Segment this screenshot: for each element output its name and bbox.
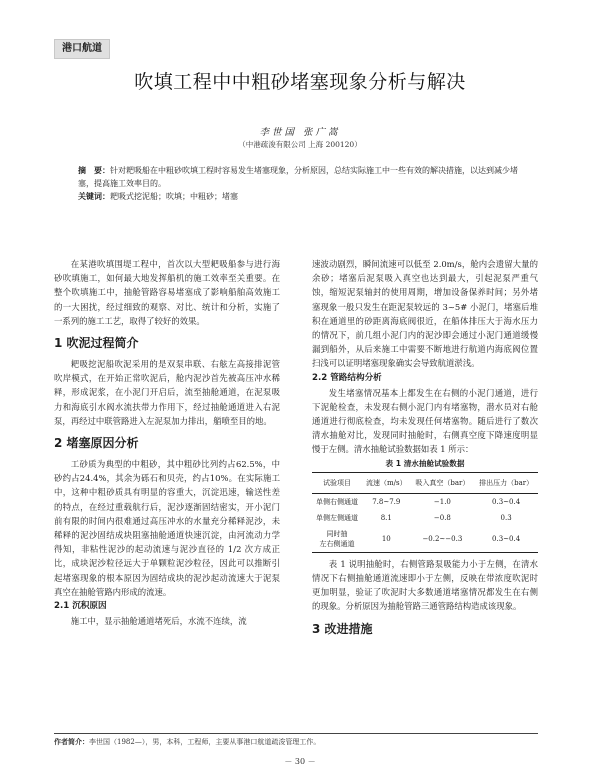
table-cell: 单侧右侧通道 <box>316 497 359 506</box>
test-data-table <box>312 472 538 553</box>
page-number: － 30 － <box>284 757 316 766</box>
abstract-label: 摘 要： <box>78 166 110 175</box>
section-3-heading: 3 改进措施 <box>312 621 373 636</box>
table-cell: 0.3~0.4 <box>492 497 521 506</box>
affiliation: （中港疏浚有限公司 上海 200120） <box>238 140 362 149</box>
authors: 李世国 张广嵩 <box>259 127 341 138</box>
section-2-2-heading: 2.2 管路结构分析 <box>312 372 382 383</box>
table-header-cell: 试验项目 <box>323 478 352 487</box>
table-header-cell: 排出压力（bar） <box>479 478 534 487</box>
table-cell: 7.8~7.9 <box>372 497 401 506</box>
table-caption: 表 1 清水抽舱试验数据 <box>385 458 465 468</box>
keywords-label: 关键词： <box>78 192 110 201</box>
table-cell: 10 <box>381 534 391 543</box>
section-2-2-paragraph: 发生堵塞情况基本上都发生在右侧的小泥门通道，进行下泥舱检查，未发现右侧小泥门内有堵塞物，潜水员对右舱通道进行彻底检查，均未发现任何堵塞物。随后进行了数次清水抽舱对比，发现同时抽舱时，右侧真空度下降速度明显慢于左侧。清水抽舱试验数据如表 1 所示： <box>312 387 538 455</box>
table-row <box>312 510 538 526</box>
intro-paragraph: 在某港吹填围堤工程中，首次以大型耙吸船参与进行海砂吹填施工，如何最大地发挥船机的施工效率至关重要。在整个吹填施工中，抽舱管路容易堵塞成了影响船舶高效施工的一大困扰，经过细致的观察、对比、统计和分析，实施了一系列的施工工艺，取得了较好的效果。 <box>54 259 280 326</box>
keywords <box>78 190 530 203</box>
table-cell: 0.3~0.4 <box>492 534 521 543</box>
section-1-heading: 1 吹泥过程简介 <box>54 336 139 351</box>
section-2-paragraph: 工砂质为典型的中粗砂，其中粗砂比列约占62.5%，中砂约占24.4%，其余为砾石和贝壳，约占10%。在实际施工中，这种中粗砂质具有明显的容重大，沉淀迅速，输送性差的特点，在经过重载航行后，泥沙逐渐固结密实，开小泥门前有限的时间内很难通过高压冲水的水量充分稀释泥沙，未稀释的泥沙固结成块阻塞抽舱通道快速沉淀，由河流动力学得知，非粘性泥沙的起动流速与泥沙直径的 1/2 次方成正比，成块泥沙粒径远大于单颗粒泥沙粒径，因此可以推断引起堵塞现象的根本原因为固结成块的泥沙起动流速大于泥泵真空在抽舱管路内形成的流速。 <box>54 459 280 597</box>
table-header-cell: 吸入真空（bar） <box>415 478 470 487</box>
section-2-1-heading: 2.1 沉积原因 <box>54 601 107 612</box>
section-2-1-paragraph: 施工中，显示抽舱通道堵死后，水流不连续，流 <box>70 616 247 627</box>
left-column <box>54 257 280 628</box>
article-title: 吹填工程中中粗砂堵塞现象分析与解决 <box>134 71 466 93</box>
table-cell: 单侧左侧通道 <box>316 513 359 522</box>
section-1-paragraph: 耙吸挖泥船吹泥采用的是双泵串联、右舷左高接排泥管吹岸模式，在开始正常吹泥后，舱内泥沙首先被高压冲水稀释，形成泥浆，在小泥门开启后，流至抽舱通道，在泥泵吸力和海底引水阀水流扶带力作用下，经过抽舱通道进入右泥泵，再经过中联管路进入左泥泵加力排出，艏喷至目的地。 <box>54 359 280 426</box>
table-cell: 同时抽 左右侧通道 <box>319 529 355 548</box>
footnote <box>54 737 320 747</box>
continued-paragraph: 速波动剧烈，瞬间流速可以低至 2.0m/s，舱内会遗留大量的余砂；堵塞后泥泵吸入真空也达到最大，引起泥泵严重气蚀，缩短泥泵轴封的使用周期，增加设备保养时间；另外堵塞现象一般只发生在距泥泵较远的 3~5# 小泥门，堵塞后堆积在通道里的砂距离海底阀很近，在船体排压大于海水压力的情况下，前几组小泥门内的泥沙即会通过小泥门通道缓慢漏到船外，从后来施工中需要不断地进行航道内海底阀位置扫浅可以证明堵塞现象确实会导致航道淤浅。 <box>312 259 538 369</box>
footnote-label: 作者简介： <box>54 738 89 746</box>
section-2-heading: 2 堵塞原因分析 <box>54 436 139 451</box>
table-header-cell: 流速（m/s） <box>365 478 407 487</box>
keywords-text: 耙吸式挖泥船；吹填；中粗砂；堵塞 <box>110 192 238 201</box>
footnote-divider <box>54 733 538 734</box>
right-column <box>312 257 538 643</box>
abstract <box>78 164 530 190</box>
table-cell: −1.0 <box>433 497 451 506</box>
table-row <box>312 526 538 553</box>
after-table-paragraph: 表 1 说明抽舱时，右侧管路泵吸能力小于左侧，在清水情况下右侧抽舱通道流速即小于左侧，反映在带浓度吹泥时更加明显，验证了吹泥时大多数通道堵塞情况都发生在右侧的现象。分析原因为抽舱管路三通管路结构造成该现象。 <box>312 558 538 612</box>
table-cell: −0.8 <box>433 513 451 522</box>
section-tag: 港口航道 <box>54 39 110 59</box>
table-cell: 8.1 <box>380 513 392 522</box>
footnote-text: 李世国（1982—），男，本科，工程师，主要从事港口航道疏浚管理工作。 <box>89 738 321 746</box>
table-cell: 0.3 <box>500 513 512 522</box>
abstract-text: 针对耙吸船在中粗砂吹填工程时容易发生堵塞现象，分析原因，总结实际施工中一些有效的解决措施，以达到减少堵塞，提高施工效率目的。 <box>78 166 518 188</box>
table-cell: −0.2~−0.3 <box>422 534 463 543</box>
table-row <box>312 493 538 510</box>
table-header-row <box>312 472 538 493</box>
abstract-block <box>78 164 530 203</box>
